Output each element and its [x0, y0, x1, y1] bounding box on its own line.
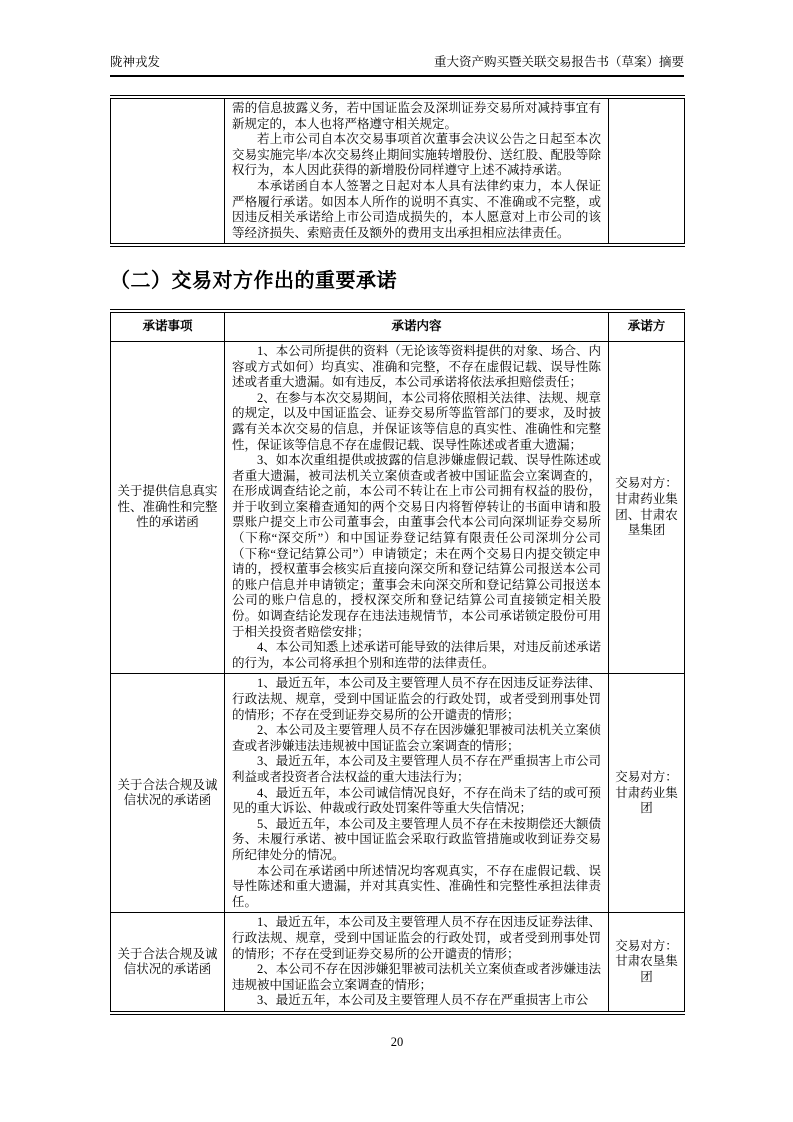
commitment-content-cell [225, 913, 609, 1013]
table-row [111, 341, 685, 673]
commitment-content-cell [225, 674, 609, 913]
col-header-item: 承诺事项 [111, 311, 225, 341]
commitment-item-cell: 关于合法合规及诚信状况的承诺函 [111, 913, 225, 1013]
col-header-content: 承诺内容 [225, 311, 609, 341]
table-row [111, 97, 685, 245]
commitment-content-cell [225, 97, 609, 245]
commitment-party-cell: 交易对方：甘肃农垦集团 [609, 913, 685, 1013]
content-paragraph: 2、本公司及主要管理人员不存在因涉嫌犯罪被司法机关立案侦查或者涉嫌违法违规被中国证监会立案调查的情形； [232, 723, 601, 753]
commitments-table [110, 309, 685, 1015]
commitment-party-cell: 交易对方：甘肃药业集团、甘肃农垦集团 [609, 341, 685, 673]
content-paragraph: 2、在参与本次交易期间，本公司将依照相关法律、法规、规章的规定，以及中国证监会、证券交易所等监管部门的要求，及时披露有关本次交易的信息，并保证该等信息的真实性、准确性和完整性，保证该等信息不存在虚假记载、误导性陈述或者重大遗漏； [232, 390, 601, 452]
content-paragraph: 2、本公司不存在因涉嫌犯罪被司法机关立案侦查或者涉嫌违法违规被中国证监会立案调查的情形； [232, 962, 601, 992]
content-paragraph: 3、最近五年，本公司及主要管理人员不存在严重损害上市公 [257, 993, 589, 1008]
content-paragraph: 3、最近五年，本公司及主要管理人员不存在严重损害上市公司利益或者投资者合法权益的重大违法行为； [232, 754, 601, 784]
content-paragraph: 需的信息披露义务，若中国证监会及深圳证券交易所对减持事宜有新规定的，本人也将严格遵守相关规定。 [232, 101, 601, 131]
content-paragraph: 4、本公司知悉上述承诺可能导致的法律后果，对违反前述承诺的行为，本公司将承担个别和连带的法律责任。 [232, 640, 601, 670]
commitment-party-cell: 交易对方：甘肃药业集团 [609, 674, 685, 913]
content-paragraph: 1、最近五年，本公司及主要管理人员不存在因违反证券法律、行政法规、规章，受到中国证监会的行政处罚，或者受到刑事处罚的情形；不存在受到证券交易所的公开谴责的情形； [232, 915, 601, 961]
header-divider [110, 75, 684, 77]
section-heading: （二）交易对方作出的重要承诺 [110, 270, 397, 293]
commitment-item-cell-empty [111, 97, 225, 245]
content-paragraph: 本承诺函自本人签署之日起对本人具有法律约束力，本人保证严格履行承诺。如因本人所作的说明不真实、不准确或不完整，或因违反相关承诺给上市公司造成损失的，本人愿意对上市公司的该等经济损失、索赔责任及额外的费用支出承担相应法律责任。 [232, 178, 601, 240]
commitment-item-cell: 关于提供信息真实性、准确性和完整性的承诺函 [111, 341, 225, 673]
table-header-row [111, 311, 685, 341]
content-paragraph: 若上市公司自本次交易事项首次董事会决议公告之日起至本次交易实施完毕/本次交易终止期间实施转增股份、送红股、配股等除权行为，本人因此获得的新增股份同样遵守上述不减持承诺。 [232, 132, 601, 178]
continued-commitment-table [110, 95, 685, 247]
header-doc-title: 重大资产购买暨关联交易报告书（草案）摘要 [433, 55, 684, 69]
content-paragraph: 本公司在承诺函中所述情况均客观真实，不存在虚假记载、误导性陈述和重大遗漏，并对其真实性、准确性和完整性承担法律责任。 [232, 863, 601, 909]
content-paragraph: 1、最近五年，本公司及主要管理人员不存在因违反证券法律、行政法规、规章，受到中国证监会的行政处罚，或者受到刑事处罚的情形；不存在受到证券交易所的公开谴责的情形； [232, 676, 601, 722]
table-row [111, 674, 685, 913]
commitment-content-cell [225, 341, 609, 673]
content-paragraph: 3、如本次重组提供或披露的信息涉嫌虚假记载、误导性陈述或者重大遗漏，被司法机关立案侦查或者被中国证监会立案调查的，在形成调查结论之前，本公司不转让在上市公司拥有权益的股份，并于收到立案稽查通知的两个交易日内将暂停转让的书面申请和股票账户提交上市公司董事会，由董事会代本公司向深圳证券交易所（下称“深交所”）和中国证券登记结算有限责任公司深圳分公司（下称“登记结算公司”）申请锁定；未在两个交易日内提交锁定申请的，授权董事会核实后直接向深交所和登记结算公司报送本公司的账户信息并申请锁定；董事会未向深交所和登记结算公司报送本公司的账户信息的，授权深交所和登记结算公司直接锁定相关股份。如调查结论发现存在违法违规情节，本公司承诺锁定股份可用于相关投资者赔偿安排； [232, 453, 601, 639]
col-header-party: 承诺方 [609, 311, 685, 341]
header-company-name: 陇神戎发 [110, 55, 161, 69]
page-number: 20 [390, 1034, 404, 1049]
commitment-item-cell: 关于合法合规及诚信状况的承诺函 [111, 674, 225, 913]
content-paragraph: 5、最近五年，本公司及主要管理人员不存在未按期偿还大额债务、未履行承诺、被中国证监会采取行政监管措施或收到证券交易所纪律处分的情况。 [232, 816, 601, 862]
commitment-party-cell-empty [609, 97, 685, 245]
page-header [110, 54, 684, 70]
content-paragraph: 1、本公司所提供的资料（无论该等资料提供的对象、场合、内容或方式如何）均真实、准确和完整，不存在虚假记载、误导性陈述或者重大遗漏。如有违反，本公司承诺将依法承担赔偿责任； [232, 343, 601, 390]
content-paragraph: 4、最近五年，本公司诚信情况良好，不存在尚未了结的或可预见的重大诉讼、仲裁或行政处罚案件等重大失信情况； [232, 785, 601, 816]
table-row [111, 913, 685, 1013]
